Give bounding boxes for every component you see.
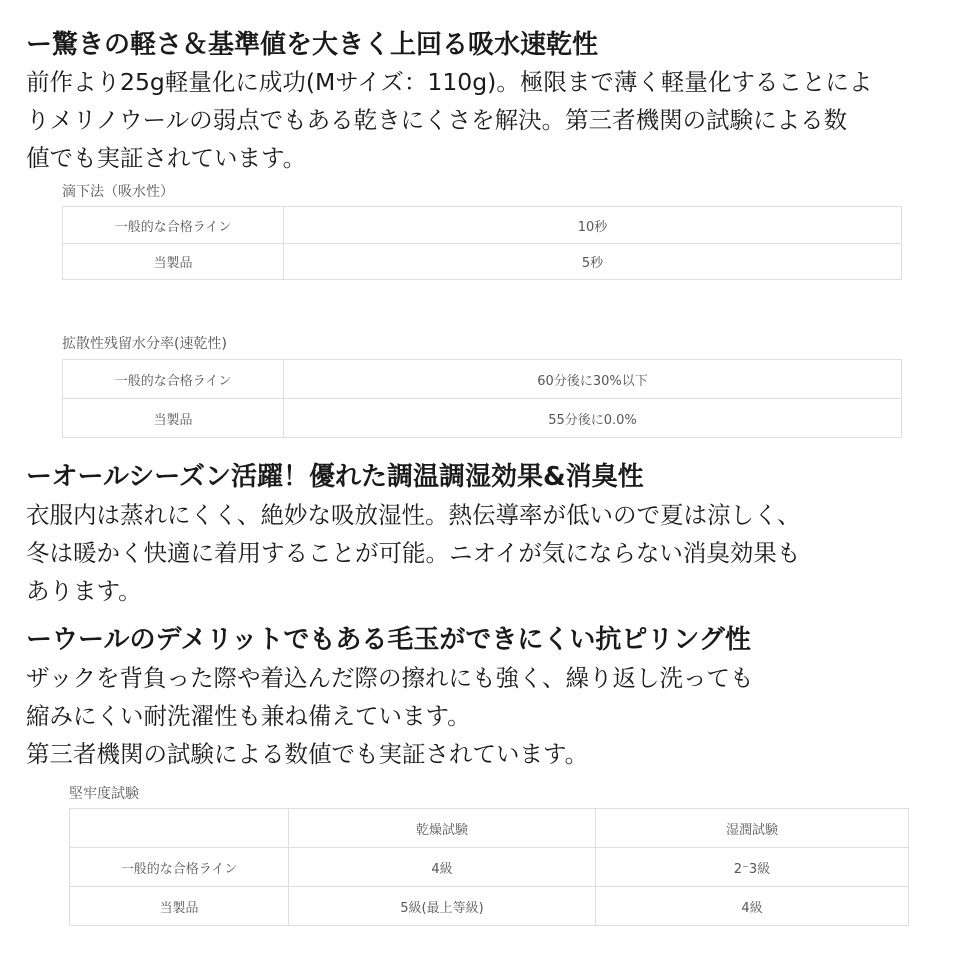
section-title-all-season: ーオールシーズン活躍！優れた調温調湿効果&消臭性 — [26, 462, 644, 492]
table-row — [63, 207, 902, 244]
row-value: 60分後に30%以下 — [284, 360, 902, 399]
table-label-quick-dry: 拡散性残留水分率(速乾性) — [62, 336, 227, 352]
body-line: あります。 — [26, 577, 142, 605]
section-title-anti-pilling: ーウールのデメリットでもある毛玉ができにくい抗ピリング性 — [26, 625, 751, 655]
fastness-table — [69, 808, 909, 926]
table-label-fastness: 堅牢度試験 — [69, 786, 139, 802]
row-value: 55分後に0.0% — [284, 399, 902, 438]
table-label-absorbency: 滴下法（吸水性） — [62, 184, 174, 200]
row-header: 当製品 — [70, 887, 289, 926]
row-header: 当製品 — [63, 244, 284, 280]
row-value-dry: 4級 — [289, 848, 596, 887]
section-title-lightness: ー驚きの軽さ＆基準値を大きく上回る吸水速乾性 — [26, 30, 599, 60]
body-line: 前作より25g軽量化に成功(Mサイズ：110g)。極限まで薄く軽量化することによ — [26, 68, 873, 96]
body-line: 縮みにくい耐洗濯性も兼ね備えています。 — [26, 702, 471, 730]
header-cell — [70, 809, 289, 848]
section-body-lightness — [26, 63, 872, 177]
body-line: ザックを背負った際や着込んだ際の擦れにも強く、繰り返し洗っても — [26, 664, 754, 692]
row-header: 一般的な合格ライン — [70, 848, 289, 887]
row-value-dry: 5級(最上等級) — [289, 887, 596, 926]
table-row — [70, 848, 909, 887]
body-line: 第三者機関の試験による数値でも実証されています。 — [26, 740, 589, 768]
row-value-wet: 2⁻3級 — [596, 848, 909, 887]
table-row — [63, 360, 902, 399]
row-header: 当製品 — [63, 399, 284, 438]
header-cell-dry: 乾燥試験 — [289, 809, 596, 848]
table-row — [63, 244, 902, 280]
quick-dry-table — [62, 359, 902, 438]
table-row — [63, 399, 902, 438]
absorbency-table — [62, 206, 902, 280]
table-header-row — [70, 809, 909, 848]
row-value: 10秒 — [284, 207, 902, 244]
row-header: 一般的な合格ライン — [63, 360, 284, 399]
body-line: 衣服内は蒸れにくく、絶妙な吸放湿性。熱伝導率が低いので夏は涼しく、 — [26, 501, 801, 529]
body-line: 冬は暖かく快適に着用することが可能。ニオイが気にならない消臭効果も — [26, 539, 801, 567]
row-value: 5秒 — [284, 244, 902, 280]
header-cell-wet: 湿潤試験 — [596, 809, 909, 848]
row-header: 一般的な合格ライン — [63, 207, 284, 244]
table-row — [70, 887, 909, 926]
body-line: 値でも実証されています。 — [26, 144, 307, 172]
row-value-wet: 4級 — [596, 887, 909, 926]
body-line: りメリノウールの弱点でもある乾きにくさを解決。第三者機関の試験による数 — [26, 106, 848, 134]
section-body-all-season — [26, 496, 801, 610]
section-body-anti-pilling — [26, 659, 754, 773]
